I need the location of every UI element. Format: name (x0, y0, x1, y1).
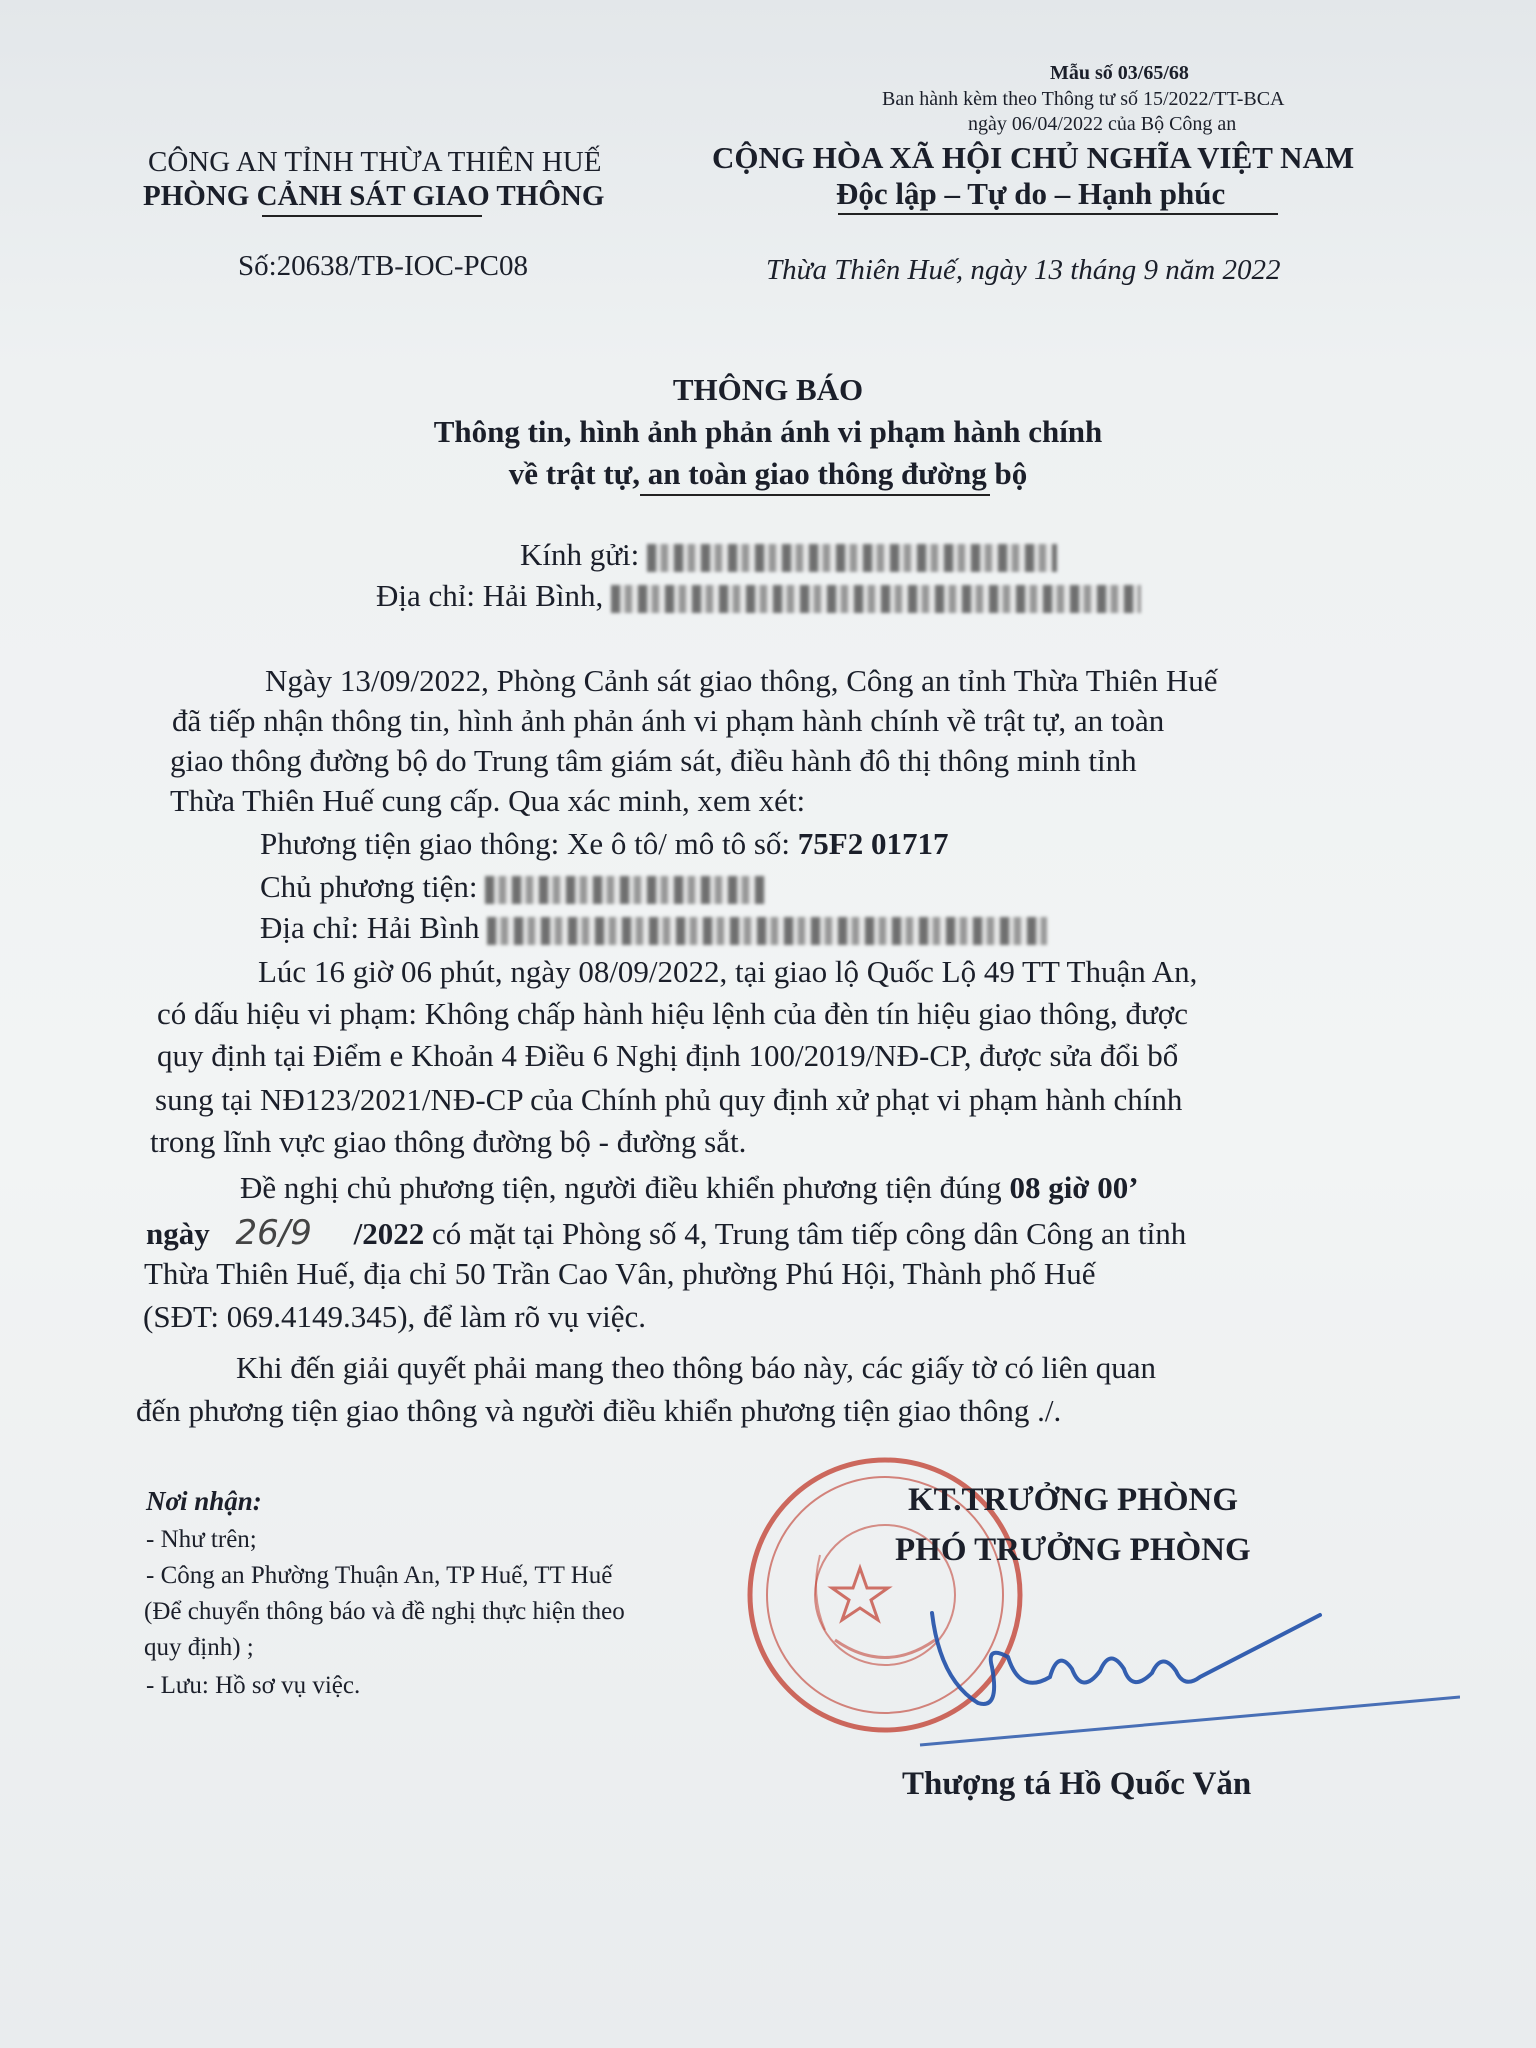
vehicle-line (260, 826, 948, 862)
nation-title: CỘNG HÒA XÃ HỘI CHỦ NGHĨA VIỆT NAM (712, 140, 1355, 175)
paragraph-2-line-5: trong lĩnh vực giao thông đường bộ - đường sắt. (150, 1124, 747, 1159)
agency-parent: CÔNG AN TỈNH THỪA THIÊN HUẾ (148, 146, 602, 178)
subtitle-underline (640, 494, 990, 496)
paragraph-1-line-2: đã tiếp nhận thông tin, hình ảnh phản ánh vi phạm hành chính về trật tự, an toàn (172, 703, 1165, 738)
paragraph-1-line-1: Ngày 13/09/2022, Phòng Cảnh sát giao thông, Công an tỉnh Thừa Thiên Huế (265, 663, 1218, 698)
vehicle-plate: 75F2 01717 (797, 826, 949, 861)
agency-underline (262, 215, 482, 217)
document-subtitle-1: Thông tin, hình ảnh phản ánh vi phạm hành chính (433, 414, 1103, 449)
recipient-address-label: Địa chỉ: Hải Bình, (376, 578, 604, 613)
appointment-request: Đề nghị chủ phương tiện, người điều khiển phương tiện đúng (240, 1170, 1002, 1205)
paragraph-2-line-2: có dấu hiệu vi phạm: Không chấp hành hiệu lệnh của đèn tín hiệu giao thông, được (157, 996, 1188, 1031)
signature-title-2: PHÓ TRƯỞNG PHÒNG (895, 1532, 1251, 1568)
form-number: Mẫu số 03/65/68 (1050, 62, 1189, 84)
owner-label: Chủ phương tiện: (260, 869, 478, 904)
appointment-location: có mặt tại Phòng số 4, Trung tâm tiếp công dân Công an tỉnh (431, 1216, 1187, 1251)
owner-address-label: Địa chỉ: Hải Bình (260, 910, 480, 945)
paragraph-3-line-2 (146, 1213, 1186, 1253)
vehicle-label: Phương tiện giao thông: Xe ô tô/ mô tô số: (260, 826, 791, 861)
owner-line (260, 869, 765, 905)
signature-title-1: KT.TRƯỞNG PHÒNG (908, 1482, 1238, 1518)
recipient-label: Kính gửi: (520, 537, 640, 572)
place-and-date: Thừa Thiên Huế, ngày 13 tháng 9 năm 2022 (766, 254, 1281, 286)
recipients-line-1: - Như trên; (146, 1526, 257, 1553)
form-issued-line: Ban hành kèm theo Thông tư số 15/2022/TT-BCA (882, 88, 1285, 110)
document-title: THÔNG BÁO (672, 372, 864, 407)
paragraph-3-line-3: Thừa Thiên Huế, địa chỉ 50 Trần Cao Vân, phường Phú Hội, Thành phố Huế (144, 1256, 1096, 1291)
form-issued-date: ngày 06/04/2022 của Bộ Công an (968, 113, 1237, 135)
agency-name: PHÒNG CẢNH SÁT GIAO THÔNG (143, 180, 605, 212)
paragraph-3-line-4: (SĐT: 069.4149.345), để làm rõ vụ việc. (143, 1299, 646, 1334)
paragraph-2-line-4: sung tại NĐ123/2021/NĐ-CP của Chính phủ quy định xử phạt vi phạm hành chính (155, 1082, 1183, 1117)
recipients-line-5: - Lưu: Hồ sơ vụ việc. (146, 1672, 361, 1699)
paragraph-4-line-1: Khi đến giải quyết phải mang theo thông báo này, các giấy tờ có liên quan (236, 1350, 1157, 1385)
paragraph-4-line-2: đến phương tiện giao thông và người điều khiển phương tiện giao thông ./. (136, 1393, 1062, 1428)
document-number: Số:20638/TB-IOC-PC08 (238, 250, 529, 282)
appointment-day-label: ngày (146, 1216, 210, 1251)
paragraph-1-line-3: giao thông đường bộ do Trung tâm giám sát, điều hành đô thị thông minh tỉnh (170, 743, 1137, 778)
handwritten-date: 26/9 (235, 1213, 312, 1253)
recipients-heading: Nơi nhận: (146, 1486, 262, 1516)
recipient-line (520, 537, 1057, 573)
recipient-address-line (376, 578, 1141, 614)
handwritten-signature (900, 1585, 1460, 1765)
redacted-recipient-address (611, 585, 1141, 613)
owner-address-line (260, 910, 1047, 946)
motto-underline (838, 213, 1278, 215)
redacted-owner-name (485, 876, 765, 904)
recipients-line-3: (Để chuyển thông báo và đề nghị thực hiện theo (144, 1598, 625, 1625)
paragraph-2-line-3: quy định tại Điểm e Khoản 4 Điều 6 Nghị định 100/2019/NĐ-CP, được sửa đổi bổ (157, 1038, 1179, 1073)
redacted-recipient-name (647, 544, 1057, 572)
paragraph-2-line-1: Lúc 16 giờ 06 phút, ngày 08/09/2022, tại giao lộ Quốc Lộ 49 TT Thuận An, (258, 954, 1198, 989)
recipients-line-4: quy định) ; (144, 1634, 254, 1661)
document-subtitle-2: về trật tự, an toàn giao thông đường bộ (508, 456, 1028, 491)
appointment-year: /2022 (353, 1216, 425, 1251)
paragraph-1-line-4: Thừa Thiên Huế cung cấp. Qua xác minh, xem xét: (170, 783, 806, 818)
national-motto: Độc lập – Tự do – Hạnh phúc (836, 176, 1226, 211)
recipients-line-2: - Công an Phường Thuận An, TP Huế, TT Huế (146, 1562, 613, 1589)
appointment-time: 08 giờ 00’ (1009, 1170, 1139, 1205)
redacted-owner-address (487, 917, 1047, 945)
signer-name: Thượng tá Hồ Quốc Văn (902, 1766, 1252, 1802)
paragraph-3-line-1 (240, 1170, 1139, 1206)
